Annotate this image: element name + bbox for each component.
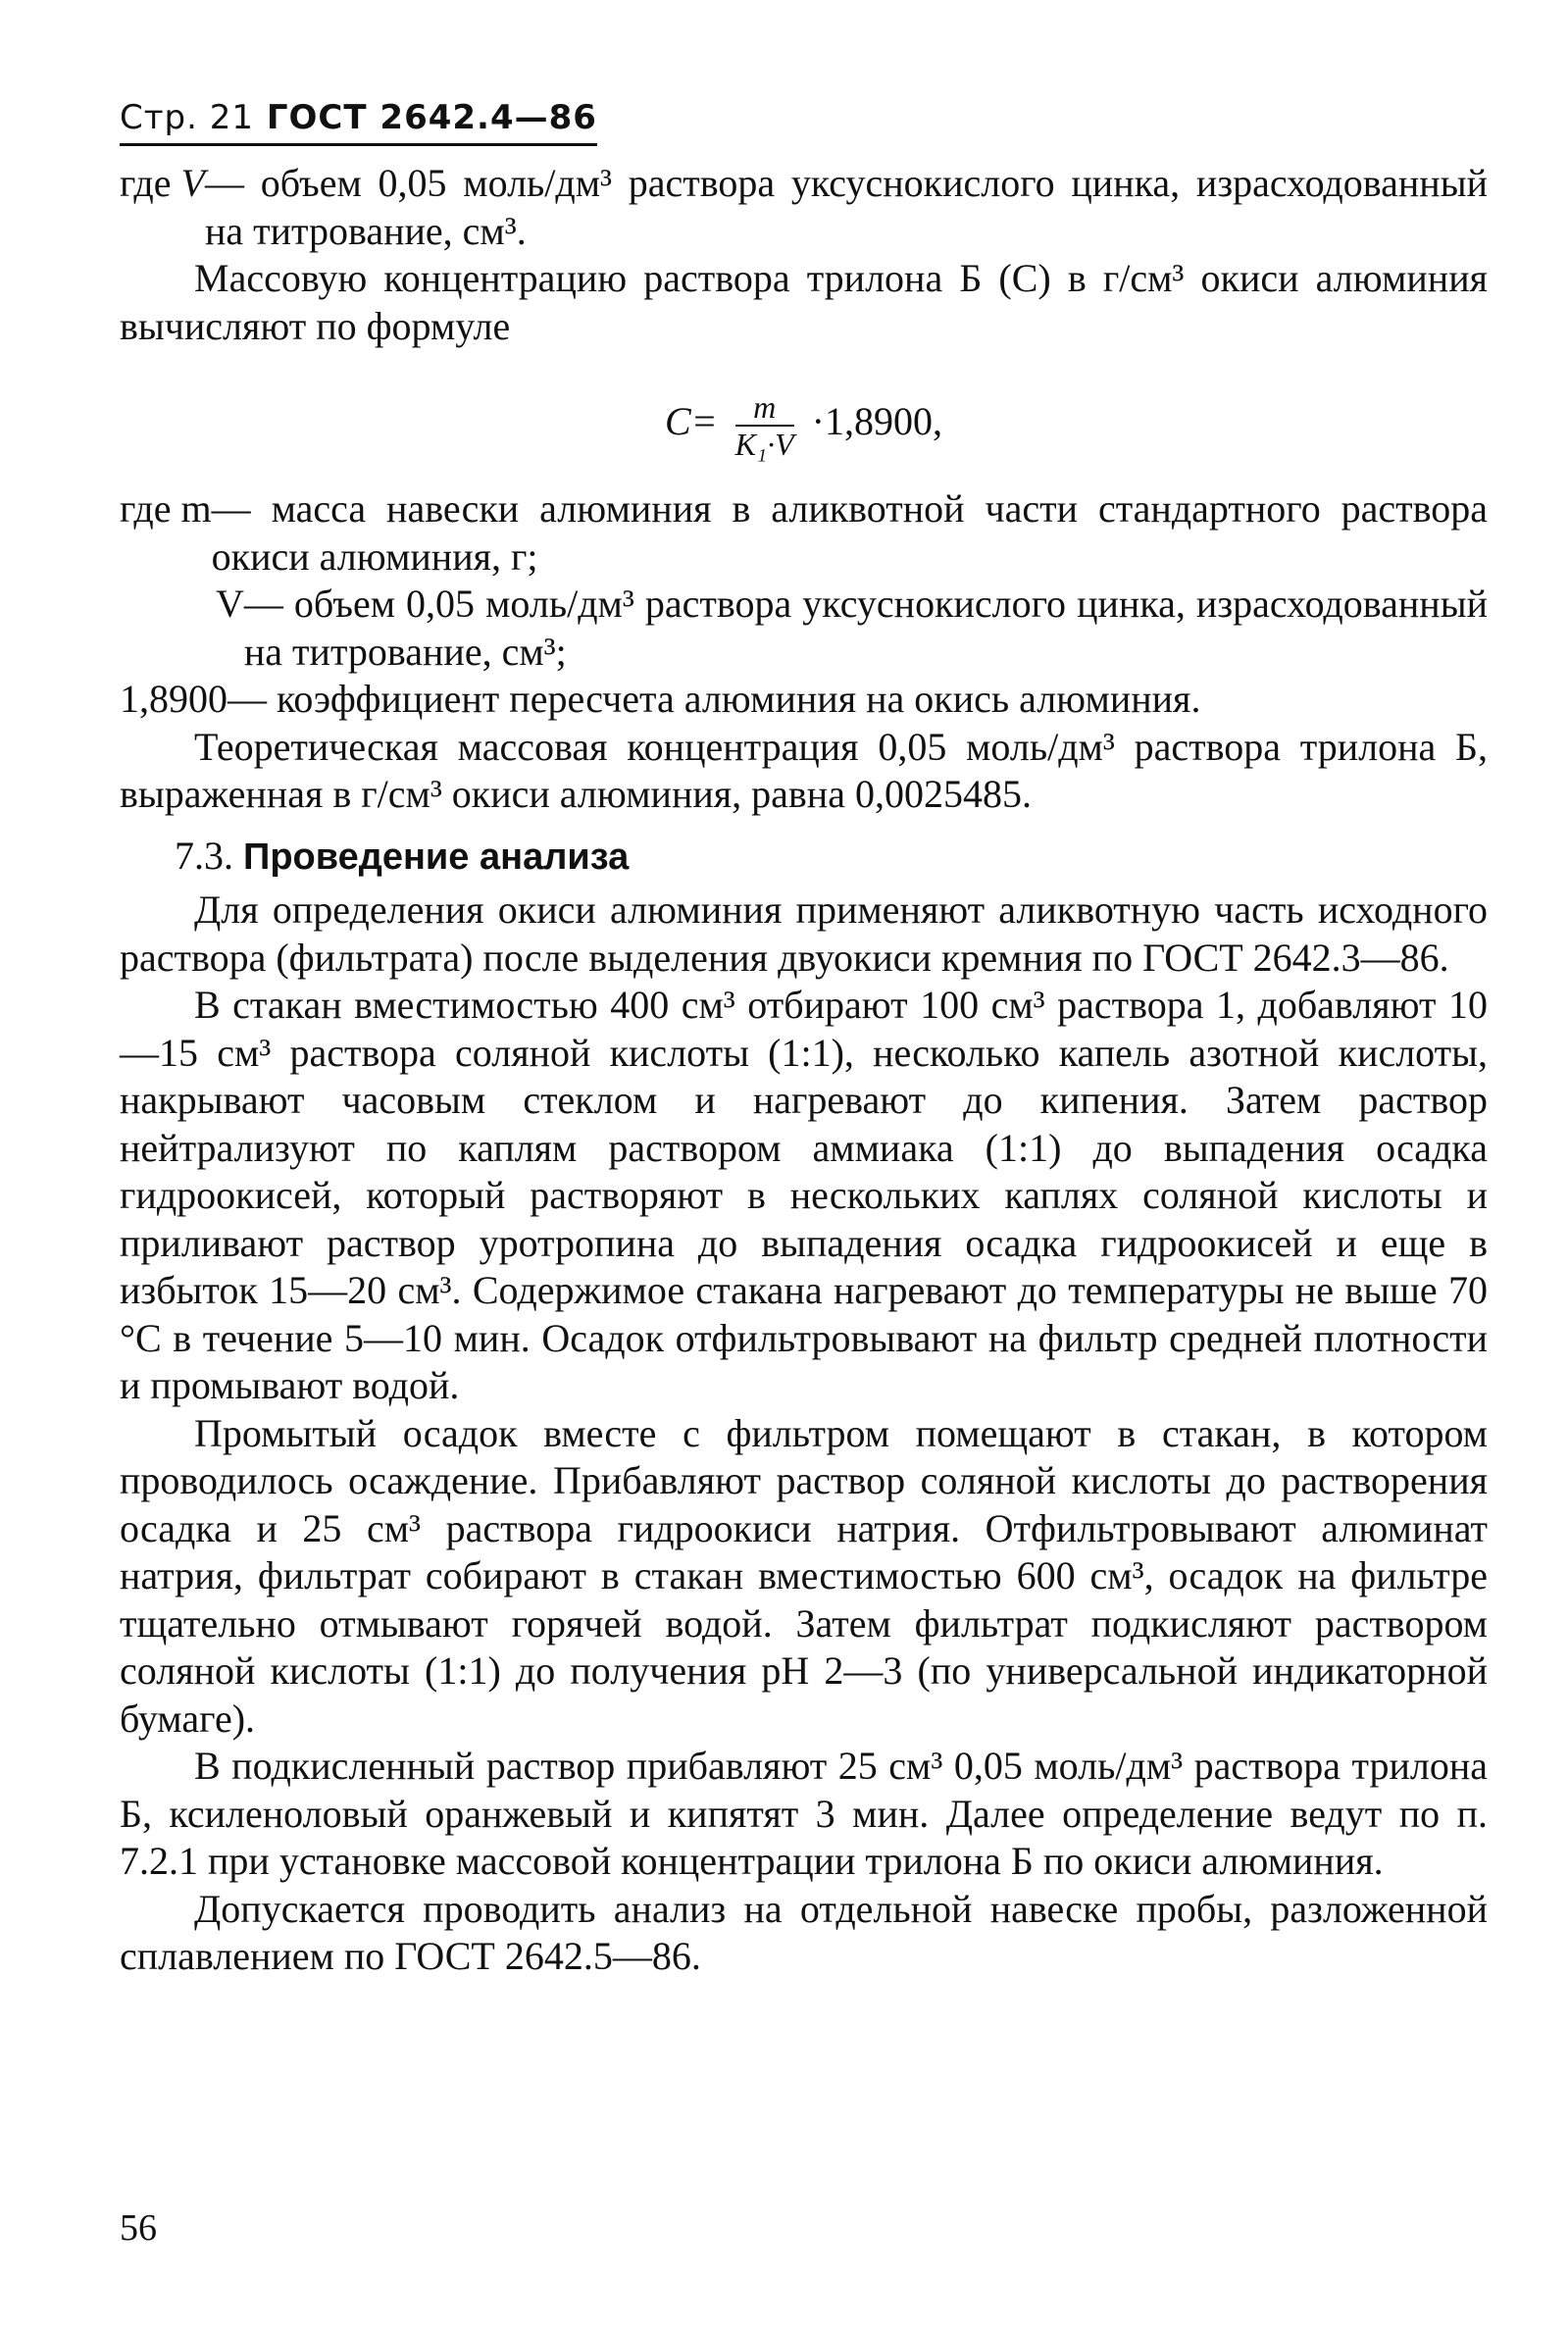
paragraph-mass-concentration: Массовую концентрацию раствора трилона Б (C) в г/см³ окиси алюминия вычисляют по формуле <box>120 256 1488 348</box>
def-desc: — коэффициент пересчета алюминия на окись алюминия. <box>228 677 1201 721</box>
def-symbol: V <box>180 161 205 205</box>
formula-numerator: m <box>735 389 794 427</box>
def-term: 1,8900 <box>120 677 228 721</box>
paragraph: Промытый осадок вместе с фильтром помещают в стакан, в котором проводилось осаждение. Прибавляют раствор соляной кислоты до растворения осадка и 25 см³ раствора гидроокиси натрия. Отфильтровывают алюминат натрия, фильтрат собирают в стакан вместимостью 600 см³, осадок на фильтре тщательно отмывают горячей водой. Затем фильтрат подкисляют раствором соляной кислоты (1:1) до получения рН 2—3 (по универсальной индикаторной бумаге). <box>120 1410 1488 1741</box>
paragraph: Допускается проводить анализ на отдельной навеске пробы, разложенной сплавлением по ГОСТ 2642.5—86. <box>120 1886 1488 1978</box>
def-desc: — объем 0,05 моль/дм³ раствора уксуснокислого цинка, израсходованный на титрование, см³; <box>243 582 1488 674</box>
body-text <box>120 160 1488 1981</box>
paragraph: В стакан вместимостью 400 см³ отбирают 100 см³ раствора 1, добавляют 10—15 см³ раствора соляной кислоты (1:1), несколько капель азотной кислоты, накрывают часовым стеклом и нагревают до кипения. Затем раствор нейтрализуют по каплям раствором аммиака (1:1) до выпадения осадка гидроокисей, который растворяют в нескольких каплях соляной кислоты и приливают раствор уротропина до выпадения осадка гидроокисей и еще в избыток 15—20 см³. Содержимое стакана нагревают до температуры не выше 70 °С в течение 5—10 мин. Осадок отфильтровывают на фильтр средней плотности и промывают водой. <box>120 983 1488 1407</box>
def-desc: — масса навески алюминия в аликвотной части стандартного раствора окиси алюминия, г; <box>211 486 1488 579</box>
def-term: где m <box>120 486 212 531</box>
definition-item <box>120 485 1488 581</box>
section-title: Проведение анализа <box>243 836 630 878</box>
page-number: 56 <box>120 2207 157 2249</box>
formula-lhs: C= <box>664 399 718 444</box>
def-term: V <box>216 582 244 626</box>
formula-fraction <box>735 389 794 462</box>
header-page-label: Стр. 21 <box>120 98 255 137</box>
definition-item <box>216 581 1488 676</box>
formula <box>120 389 1488 462</box>
definition-item <box>120 676 1488 724</box>
definitions-list <box>120 485 1488 724</box>
def-text: — объем 0,05 моль/дм³ раствора уксуснокислого цинка, израсходованный на титрование, см³. <box>204 161 1488 253</box>
section-heading <box>175 833 1488 882</box>
formula-denominator: K₁·V <box>734 427 794 462</box>
section-number: 7.3. <box>175 833 233 878</box>
document-page <box>120 98 1488 1981</box>
definition-v-1: где V — объем 0,05 моль/дм³ раствора уксуснокислого цинка, израсходованный на титрование, см³. <box>120 160 1488 255</box>
paragraph-theoretical: Теоретическая массовая концентрация 0,05 моль/дм³ раствора трилона Б, выраженная в г/см³ окиси алюминия, равна 0,0025485. <box>120 724 1488 816</box>
running-header <box>120 98 597 146</box>
header-doc-code: ГОСТ 2642.4—86 <box>266 98 597 137</box>
paragraph: В подкисленный раствор прибавляют 25 см³ 0,05 моль/дм³ раствора трилона Б, ксиленоловый оранжевый и кипятят 3 мин. Далее определение ведут по п. 7.2.1 при установке массовой концентрации трилона Б по окиси алюминия. <box>120 1744 1488 1883</box>
formula-rhs: ·1,8900, <box>811 399 942 444</box>
paragraph: Для определения окиси алюминия применяют аликвотную часть исходного раствора (фильтрата) после выделения двуокиси кремния по ГОСТ 2642.3—86. <box>120 887 1488 980</box>
